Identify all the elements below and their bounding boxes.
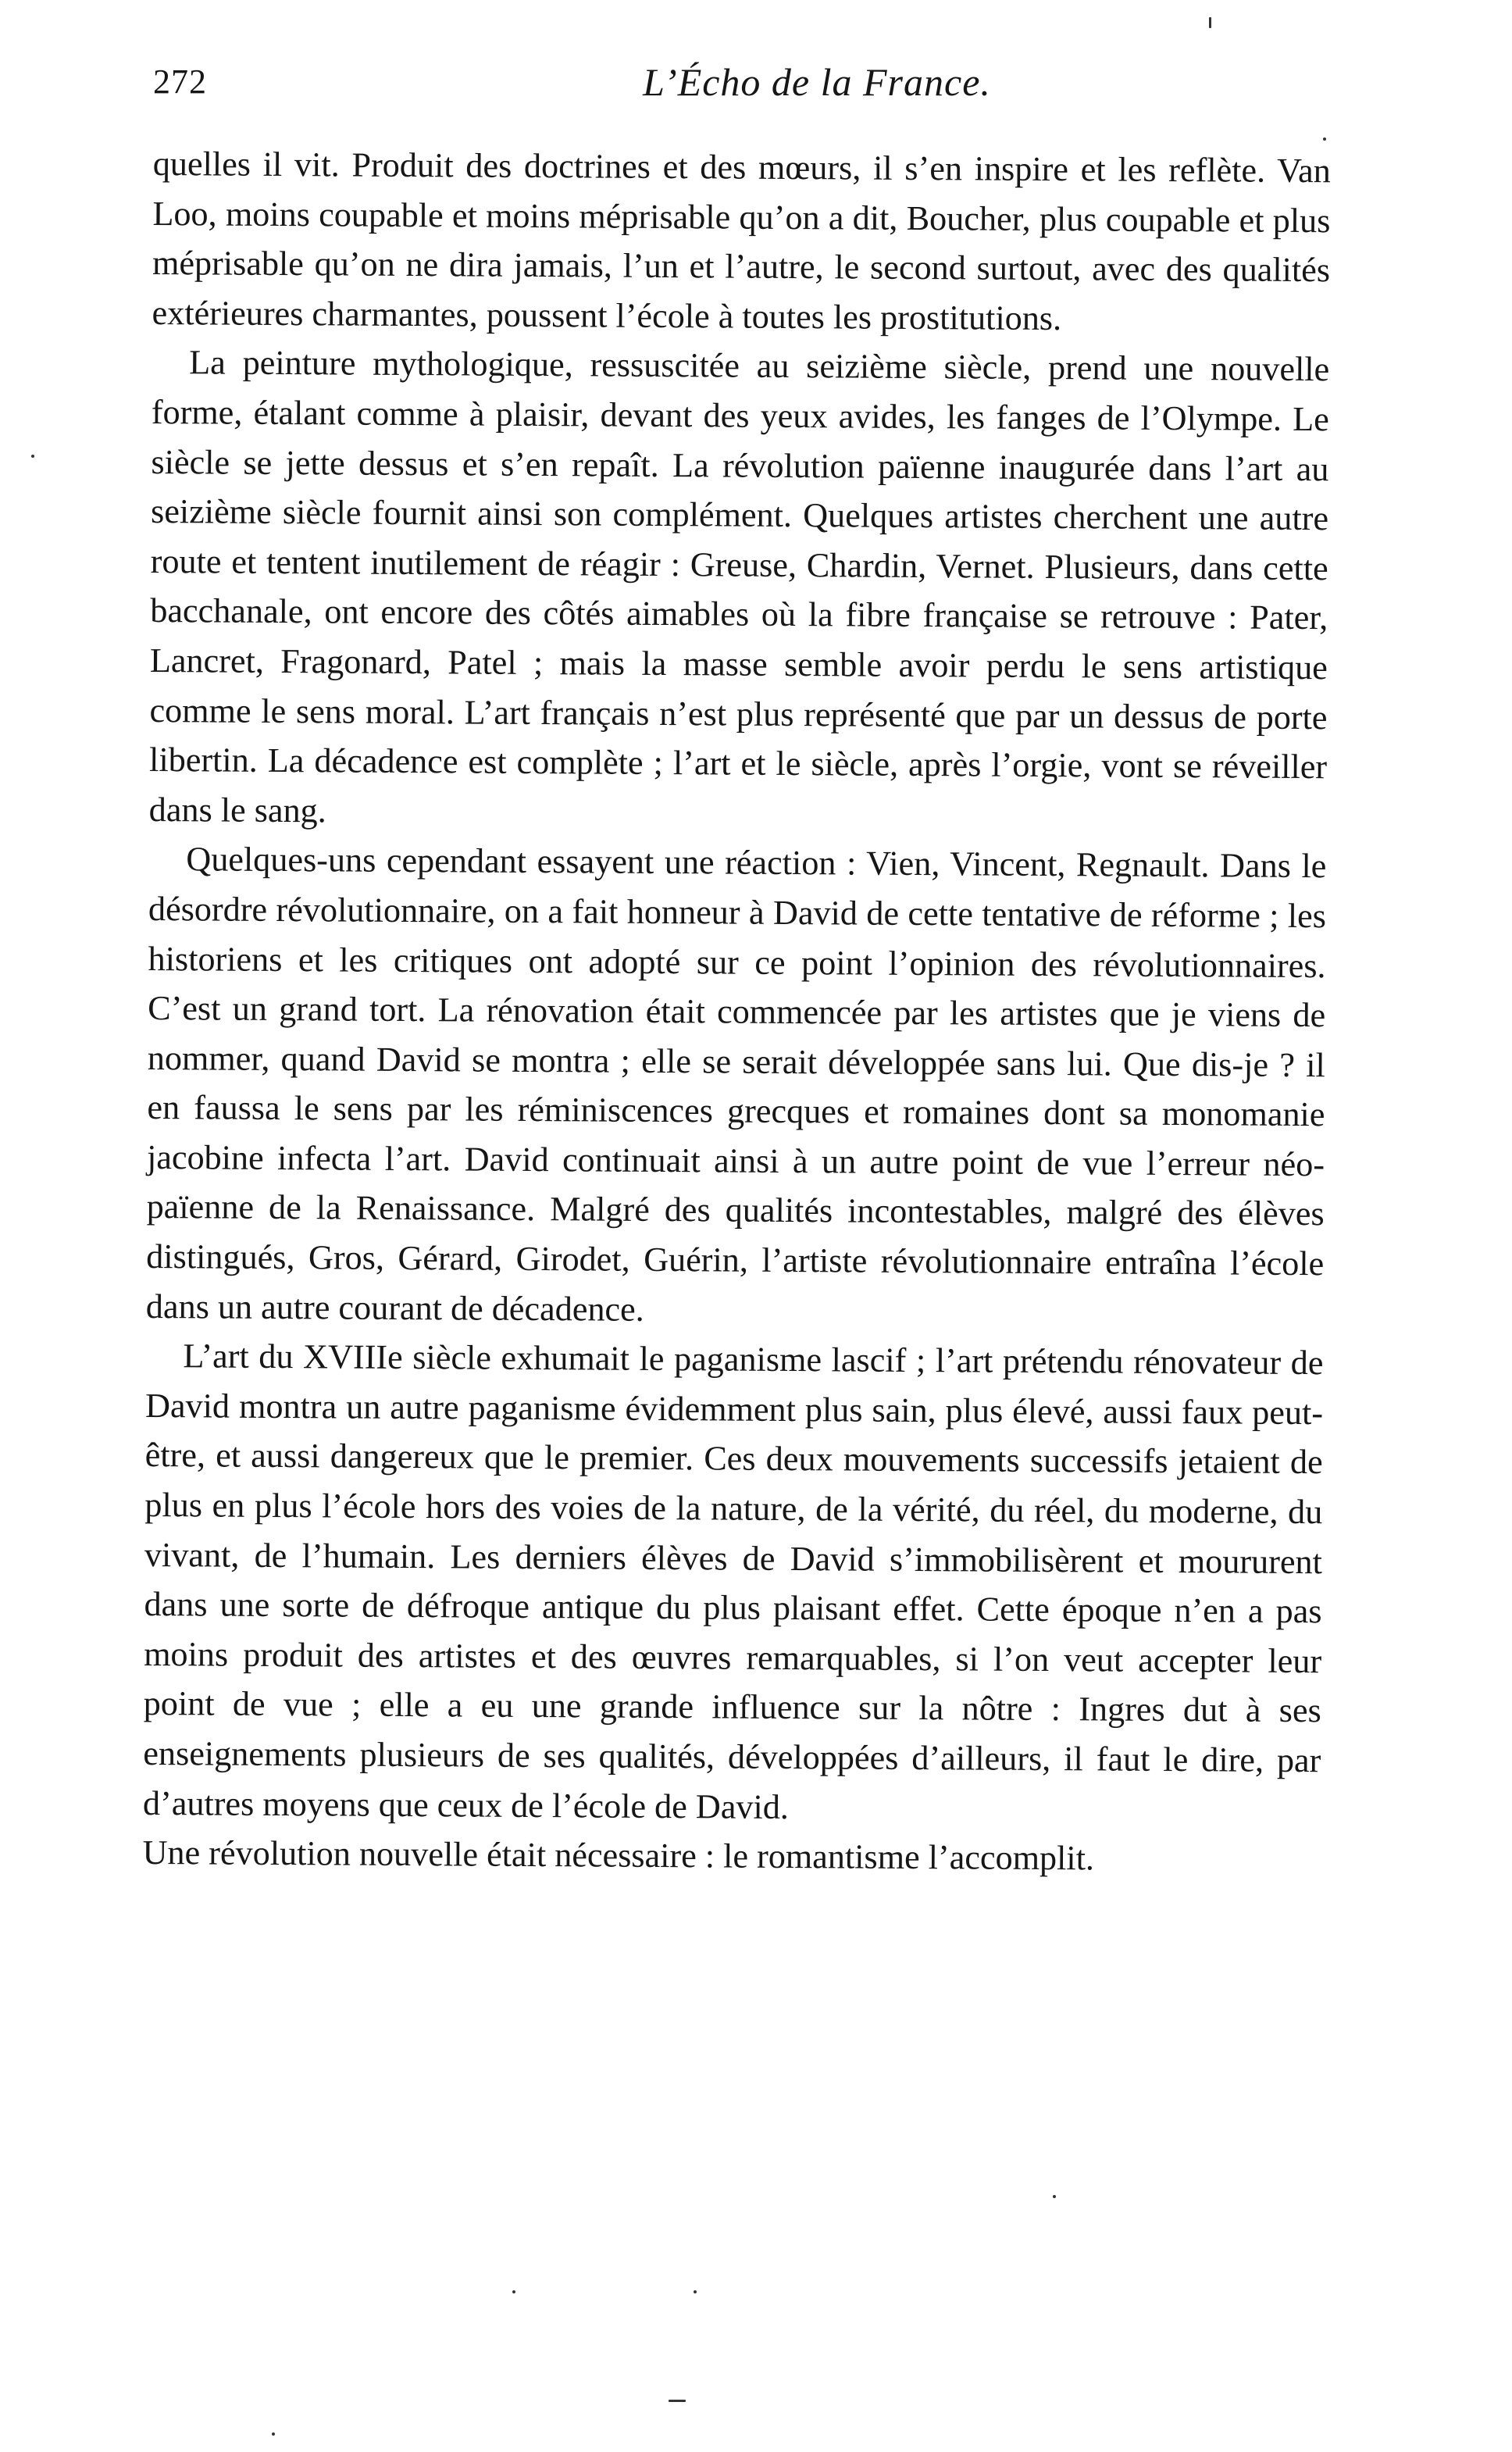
print-speck <box>1053 2195 1056 2198</box>
page-header <box>153 47 1325 117</box>
print-speck <box>694 2290 697 2293</box>
running-title: L’Écho de la France. <box>643 60 991 104</box>
paragraph-3: Quelques-uns cependant essayent une réaction : Vien, Vincent, Regnault. Dans le désordre révolutionnaire, on a fait honneur à David de cette tentative de réforme ; les historiens et les critiques ont adopté sur ce point l’opinion des révolutionnaires. C’est un grand tort. La rénovation était commencée par les artistes que je viens de nommer, quand David se montra ; elle se serait développée sans lui. Que dis-je ? il en faussa le sens par les réminiscences grecques et romaines dont sa monomanie jacobine infecta l’art. David continuait ainsi à un autre point de vue l’erreur néo-païenne de la Renaissance. Malgré des qualités incontestables, malgré des élèves distingués, Gros, Gérard, Girodet, Guérin, l’artiste révolutionnaire entraîna l’école dans un autre courant de décadence. <box>145 840 1327 1329</box>
print-speck <box>669 2400 686 2402</box>
print-speck <box>31 455 34 458</box>
paragraph-4: L’art du XVIIIe siècle exhumait le paganisme lascif ; l’art prétendu rénovateur de David montra un autre paganisme évidemment plus sain, plus élevé, aussi faux peut-être, et aussi dangereux que le premier. Ces deux mouvements successifs jetaient de plus en plus l’école hors des voies de la nature, de la vérité, du réel, du moderne, du vivant, de l’humain. Les derniers élèves de David s’immobilisèrent et moururent dans une sorte de défroque antique du plus plaisant effet. Cette époque n’en a pas moins produit des artistes et des œuvres remarquables, si l’on veut accepter leur point de vue ; elle a eu une grande influence sur la nôtre : Ingres dut à ses enseignements plusieurs de ses qualités, développées d’ailleurs, il faut le dire, par d’autres moyens que ceux de l’école de David. <box>142 1337 1324 1826</box>
paragraph-1: quelles il vit. Produit des doctrines et des mœurs, il s’en inspire et les reflète. Van Loo, moins coupable et moins méprisable qu’on a dit, Boucher, plus coupable et plus méprisable qu’on ne dira jamais, l’un et l’autre, le second surtout, avec des qualités extérieures charmantes, poussent l’école à toutes les prostitutions. <box>152 144 1331 337</box>
print-speck <box>1323 137 1326 141</box>
page-number: 272 <box>153 62 207 101</box>
print-speck <box>272 2432 275 2436</box>
paragraph-2: La peinture mythologique, ressuscitée au seizième siècle, prend une nouvelle forme, étalant comme à plaisir, devant des yeux avides, les fanges de l’Olympe. Le siècle se jette dessus et s’en repaît. La révolution païenne inaugurée dans l’art au seizième siècle fournit ainsi son complément. Quelques artistes cherchent une autre route et tentent inutilement de réagir : Greuse, Chardin, Vernet. Plusieurs, dans cette bacchanale, ont encore des côtés aimables où la fibre française se retrouve : Pater, Lancret, Fragonard, Patel ; mais la masse semble avoir perdu le sens artistique comme le sens moral. L’art français n’est plus représenté que par un dessus de porte libertin. La décadence est complète ; l’art et le siècle, après l’orgie, vont se réveiller dans le sang. <box>148 343 1330 830</box>
body-text <box>140 139 1331 2333</box>
print-speck <box>512 2290 515 2293</box>
paragraph-5: Une révolution nouvelle était nécessaire : le romantisme l’accomplit. <box>142 1833 1095 1878</box>
print-speck <box>1209 17 1211 28</box>
